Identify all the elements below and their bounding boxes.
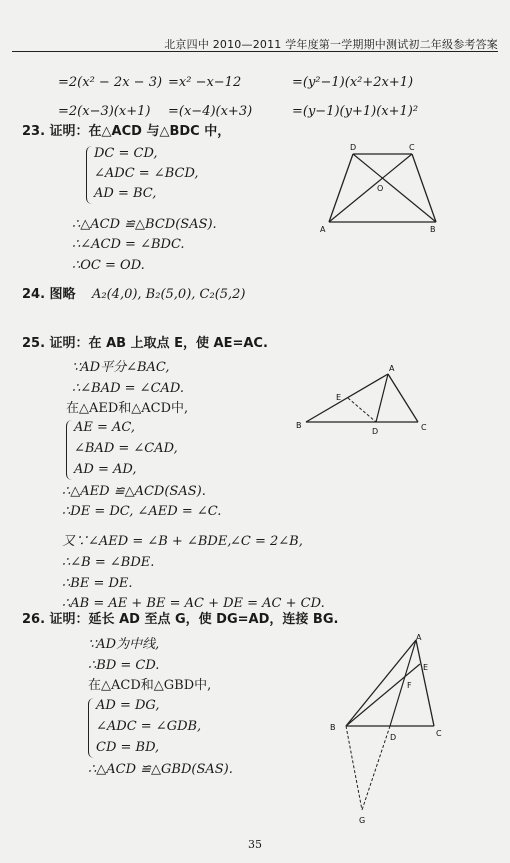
q25-label-c: C xyxy=(421,423,427,432)
q23-trapezoid-figure xyxy=(316,138,446,238)
q26-label-d: D xyxy=(390,733,397,742)
q25-line-a3: 在△AED和△ACD中, xyxy=(66,401,189,416)
q26-system-3: CD = BD, xyxy=(96,740,160,755)
q26-line-a3: 在△ACD和△GBD中, xyxy=(88,678,212,693)
q23-system-3: AD = BC, xyxy=(94,186,157,201)
q25-brace xyxy=(66,420,73,480)
header-rule xyxy=(12,51,498,52)
q26-label-e: E xyxy=(423,663,429,672)
q25-line-a2: ∴∠BAD = ∠CAD. xyxy=(72,381,185,396)
q25-line-d3: ∴AB = AE + BE = AC + DE = AC + CD. xyxy=(62,596,325,611)
q23-conclusion-3: ∴OC = OD. xyxy=(72,258,145,273)
page-header: 北京四中 2010—2011 学年度第一学期期中测试初二年级参考答案 xyxy=(164,38,498,51)
q26-label-c: C xyxy=(436,729,442,738)
row1-col1: =2(x² − 2x − 3) xyxy=(58,75,163,90)
q25-label-d: D xyxy=(372,427,379,436)
row1-col3: =(y²−1)(x²+2x+1) xyxy=(292,75,414,90)
q26-conclusion: ∴△ACD ≌△GBD(SAS). xyxy=(88,762,233,777)
q24-coordinates: A₂(4,0), B₂(5,0), C₂(5,2) xyxy=(92,287,246,302)
q26-line-a2: ∴BD = CD. xyxy=(88,658,160,673)
q23-title: 23. 证明：在△ACD 与△BDC 中， xyxy=(22,124,231,139)
q25-label-b: B xyxy=(296,421,302,430)
q23-label-c: C xyxy=(409,143,415,152)
row2-col1: =2(x−3)(x+1) xyxy=(58,104,151,119)
q26-system-2: ∠ADC = ∠GDB, xyxy=(96,719,202,734)
q25-line-b2: ∴DE = DC, ∠AED = ∠C. xyxy=(62,504,222,519)
q25-line-d2: ∴BE = DE. xyxy=(62,576,133,591)
q26-triangle-figure xyxy=(322,630,452,830)
q26-line-a1: ∵AD为中线, xyxy=(88,637,160,652)
q25-label-e: E xyxy=(336,393,342,402)
q26-label-b: B xyxy=(330,723,336,732)
q25-system-3: AD = AD, xyxy=(74,462,137,477)
q23-conclusion-2: ∴∠ACD = ∠BDC. xyxy=(72,237,185,252)
q25-line-b1: ∴△AED ≌△ACD(SAS). xyxy=(62,484,206,499)
q26-label-f: F xyxy=(407,681,412,690)
row2-col2: =(x−4)(x+3) xyxy=(168,104,253,119)
row1-col2: =x² −x−12 xyxy=(168,75,242,90)
q23-label-o: O xyxy=(377,184,384,193)
q24-title: 24. 图略 xyxy=(22,287,76,302)
q25-line-c1: 又∵∠AED = ∠B + ∠BDE, xyxy=(62,534,232,549)
q23-system-1: DC = CD, xyxy=(94,146,158,161)
q23-brace xyxy=(86,146,93,204)
q25-system-2: ∠BAD = ∠CAD, xyxy=(74,441,178,456)
q23-label-d: D xyxy=(350,143,357,152)
q23-system-2: ∠ADC = ∠BCD, xyxy=(94,166,199,181)
q26-brace xyxy=(88,698,95,758)
q25-line-c2: ∠C = 2∠B, xyxy=(230,534,303,549)
row2-col3: =(y−1)(y+1)(x+1)² xyxy=(292,104,419,119)
q25-label-a: A xyxy=(389,364,395,373)
q25-line-d1: ∴∠B = ∠BDE. xyxy=(62,555,155,570)
q26-label-g: G xyxy=(359,816,366,825)
page-number: 35 xyxy=(248,838,262,851)
q26-title: 26. 证明：延长 AD 至点 G，使 DG=AD，连接 BG. xyxy=(22,612,339,627)
q25-title: 25. 证明：在 AB 上取点 E，使 AE=AC. xyxy=(22,336,268,351)
q23-label-b: B xyxy=(430,225,436,234)
q25-triangle-figure xyxy=(292,362,438,438)
q25-line-a1: ∵AD平分∠BAC, xyxy=(72,360,170,375)
q25-system-1: AE = AC, xyxy=(74,420,136,435)
q23-label-a: A xyxy=(320,225,326,234)
q26-label-a: A xyxy=(416,633,422,642)
q23-conclusion-1: ∴△ACD ≌△BCD(SAS). xyxy=(72,217,217,232)
q26-system-1: AD = DG, xyxy=(96,698,160,713)
